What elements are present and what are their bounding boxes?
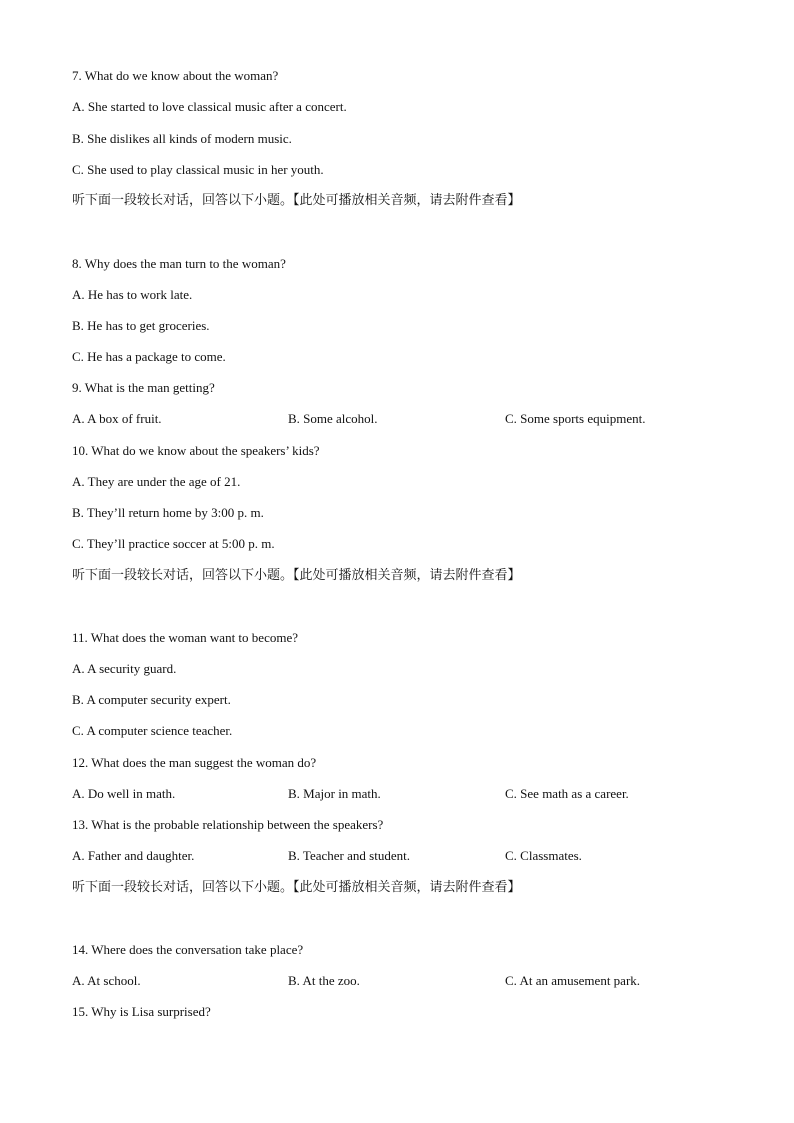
q10-option-c: C. They’ll practice soccer at 5:00 p. m. [72,536,275,551]
q10-option-a: A. They are under the age of 21. [72,474,241,489]
q11-option-b: B. A computer security expert. [72,692,231,707]
q13-option-c: C. Classmates. [505,848,582,863]
q9-option-b: B. Some alcohol. [288,411,378,426]
q10-question: 10. What do we know about the speakers’ kids? [72,443,320,458]
q12-option-a: A. Do well in math. [72,786,176,801]
q9-question: 9. What is the man getting? [72,380,215,395]
q7-option-c: C. She used to play classical music in her youth. [72,162,324,177]
audio-instruction: 听下面一段较长对话，回答以下小题。【此处可播放相关音频，请去附件查看】 [72,568,521,583]
q11-question: 11. What does the woman want to become? [72,630,298,645]
q13-option-a: A. Father and daughter. [72,848,195,863]
q15-question: 15. Why is Lisa surprised? [72,1004,211,1019]
q14-option-c: C. At an amusement park. [505,973,641,988]
q9-option-a: A. A box of fruit. [72,411,162,426]
q7-question: 7. What do we know about the woman? [72,68,279,83]
audio-instruction: 听下面一段较长对话，回答以下小题。【此处可播放相关音频，请去附件查看】 [72,880,521,895]
q7-option-a: A. She started to love classical music after a concert. [72,99,347,114]
audio-instruction: 听下面一段较长对话，回答以下小题。【此处可播放相关音频，请去附件查看】 [72,193,521,208]
q9-option-c: C. Some sports equipment. [505,411,646,426]
q8-question: 8. Why does the man turn to the woman? [72,256,286,271]
q11-option-c: C. A computer science teacher. [72,723,233,738]
q8-option-c: C. He has a package to come. [72,349,226,364]
q8-option-a: A. He has to work late. [72,287,193,302]
q11-option-a: A. A security guard. [72,661,177,676]
q13-question: 13. What is the probable relationship between the speakers? [72,817,384,832]
q12-question: 12. What does the man suggest the woman do? [72,755,317,770]
q12-option-b: B. Major in math. [288,786,381,801]
q13-option-b: B. Teacher and student. [288,848,410,863]
q7-option-b: B. She dislikes all kinds of modern music. [72,131,292,146]
q12-option-c: C. See math as a career. [505,786,629,801]
q10-option-b: B. They’ll return home by 3:00 p. m. [72,505,264,520]
q14-option-a: A. At school. [72,973,141,988]
q14-question: 14. Where does the conversation take place? [72,942,304,957]
q14-option-b: B. At the zoo. [288,973,360,988]
q8-option-b: B. He has to get groceries. [72,318,210,333]
